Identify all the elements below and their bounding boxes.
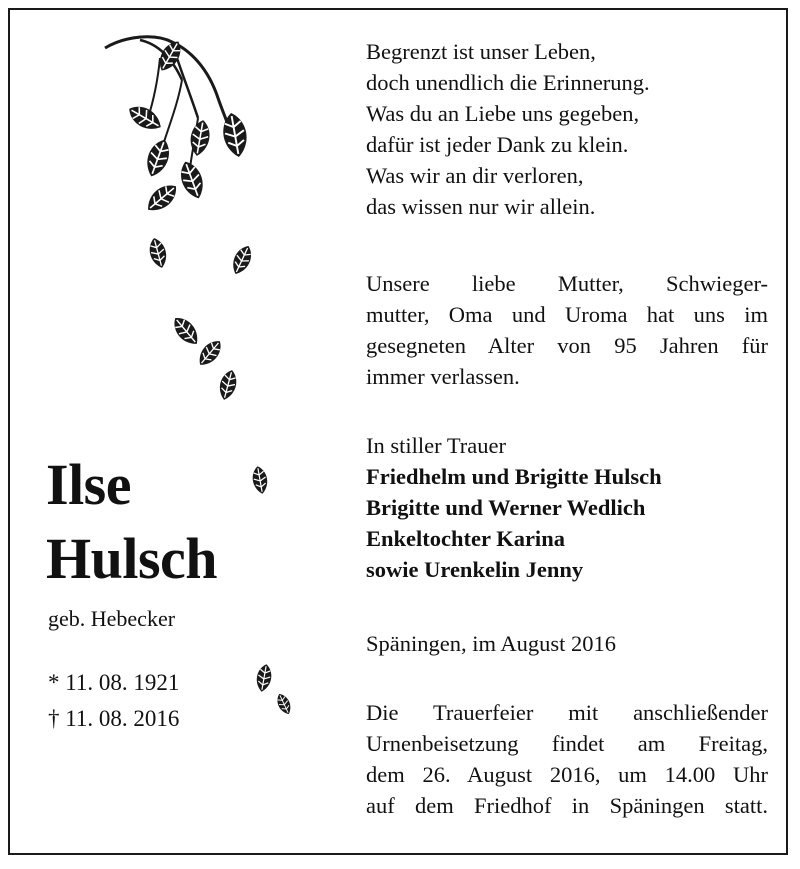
mourner-name: sowie Urenkelin Jenny bbox=[366, 557, 584, 582]
mourners bbox=[366, 430, 768, 585]
death-date: † 11. 08. 2016 bbox=[48, 706, 180, 731]
poem-line: Begrenzt ist unser Leben, bbox=[366, 39, 596, 64]
poem-line: Was wir an dir verloren, bbox=[366, 163, 584, 188]
funeral-line: Urnenbeisetzung findet am Freitag, bbox=[366, 731, 768, 756]
life-dates bbox=[48, 665, 179, 737]
funeral-info bbox=[366, 697, 768, 821]
announcement-line: Unsere liebe Mutter, Schwieger- bbox=[366, 271, 768, 296]
deceased-last-name: Hulsch bbox=[46, 526, 218, 591]
poem-line: doch unendlich die Erinnerung. bbox=[366, 70, 650, 95]
place-date: Späningen, im August 2016 bbox=[366, 631, 617, 656]
announcement-line: mutter, Oma und Uroma hat uns im bbox=[366, 302, 768, 327]
poem bbox=[366, 36, 768, 222]
announcement bbox=[366, 268, 768, 392]
poem-line: dafür ist jeder Dank zu klein. bbox=[366, 132, 629, 157]
poem-line: Was du an Liebe uns gegeben, bbox=[366, 101, 640, 126]
deceased-first-name: Ilse bbox=[46, 452, 131, 517]
funeral-line: dem 26. August 2016, um 14.00 Uhr bbox=[366, 762, 768, 787]
announcement-line: immer verlassen. bbox=[366, 364, 520, 389]
funeral-line: auf dem Friedhof in Späningen statt. bbox=[366, 793, 768, 818]
announcement-line: gesegneten Alter von 95 Jahren für bbox=[366, 333, 768, 358]
mourner-name: Enkeltochter Karina bbox=[366, 526, 565, 551]
birth-name: geb. Hebecker bbox=[48, 606, 176, 631]
funeral-line: Die Trauerfeier mit anschließender bbox=[366, 700, 768, 725]
poem-line: das wissen nur wir allein. bbox=[366, 194, 596, 219]
mourner-name: Friedhelm und Brigitte Hulsch bbox=[366, 464, 662, 489]
mourners-intro: In stiller Trauer bbox=[366, 433, 506, 458]
birth-date: * 11. 08. 1921 bbox=[48, 670, 180, 695]
mourner-name: Brigitte und Werner Wedlich bbox=[366, 495, 646, 520]
